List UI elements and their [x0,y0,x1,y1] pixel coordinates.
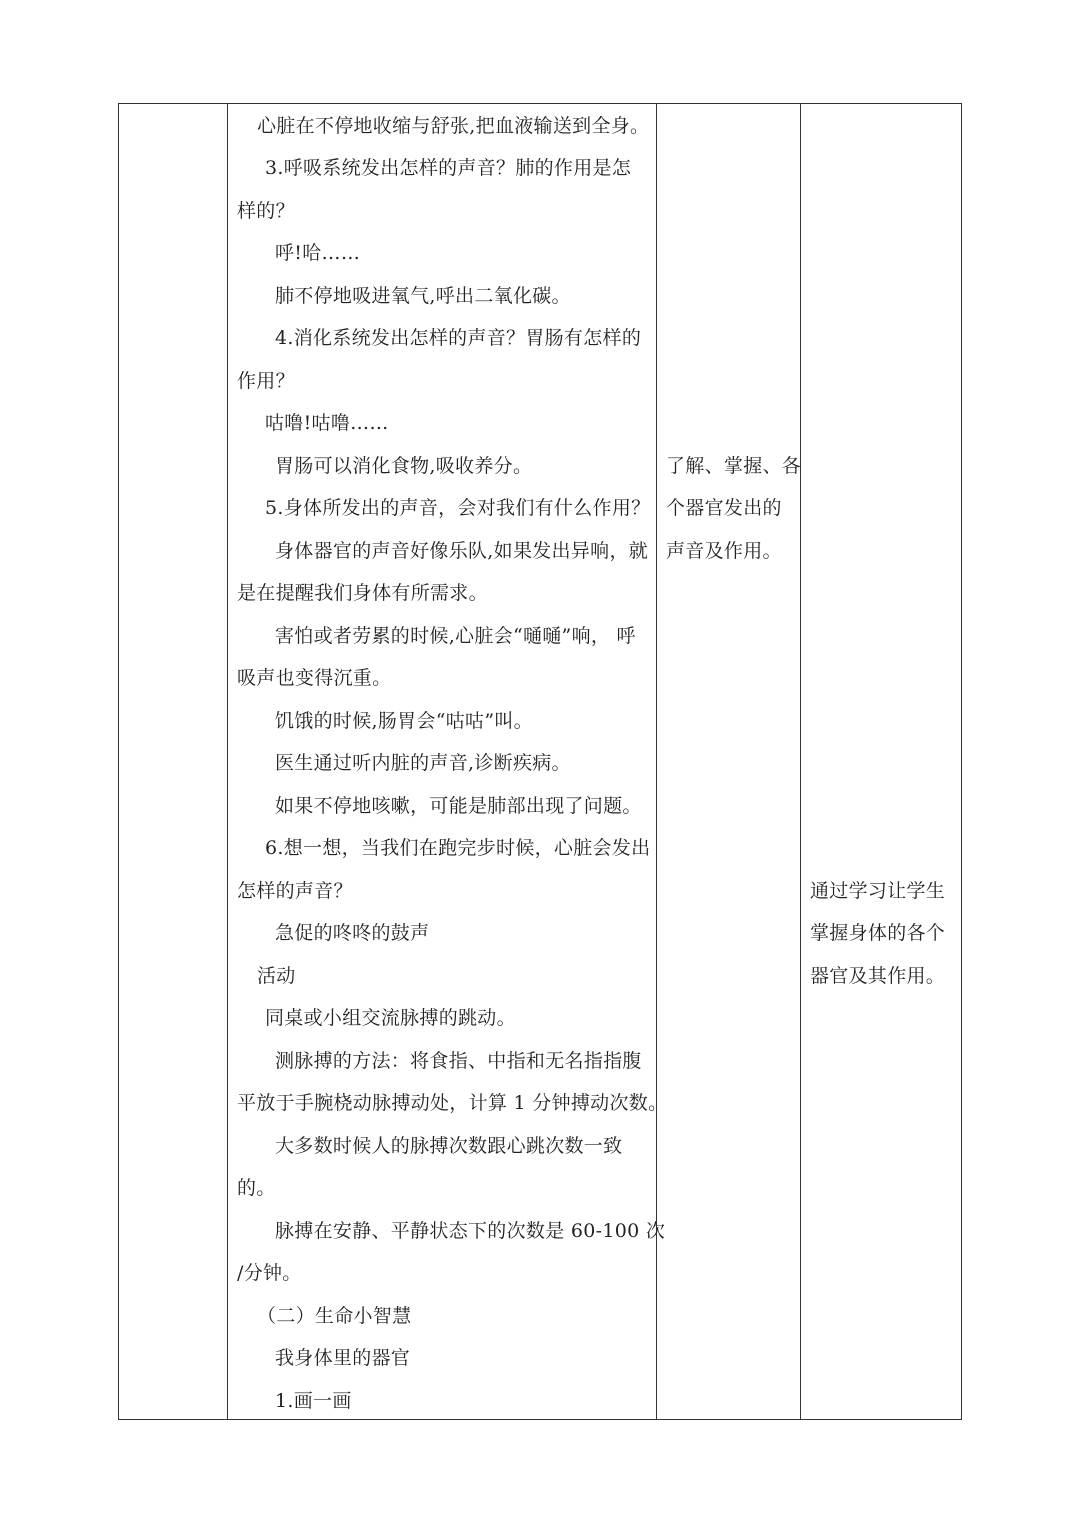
intent-line: 了解、掌握、各 [666,455,802,477]
content-line: 作用？ [237,370,295,392]
content-line: 胃肠可以消化食物,吸收养分。 [275,455,533,477]
content-line: 吸声也变得沉重。 [237,667,392,689]
content-line: （二）生命小智慧 [257,1305,412,1327]
intent-line: 声音及作用。 [666,540,782,562]
content-line: 是在提醒我们身体有所需求。 [237,582,488,604]
content-line: 害怕或者劳累的时候,心脏会“嗵嗵”响， 呼 [275,625,636,647]
content-line: 脉搏在安静、平静状态下的次数是 60-100 次 [275,1220,666,1242]
empty-left-cell [119,104,227,1419]
goal-line: 掌握身体的各个 [810,922,946,944]
content-line: 活动 [257,965,296,987]
content-line: 4.消化系统发出怎样的声音？胃肠有怎样的 [275,327,642,349]
content-line: /分钟。 [237,1262,302,1284]
intent-line: 个器官发出的 [666,497,782,519]
content-line: 样的？ [237,200,295,222]
goal-line: 器官及其作用。 [810,965,946,987]
goal-line: 通过学习让学生 [810,880,946,902]
content-line: 身体器官的声音好像乐队,如果发出异响，就 [275,540,649,562]
content-line: 同桌或小组交流脉搏的跳动。 [265,1007,516,1029]
content-line: 的。 [237,1177,276,1199]
content-line: 6.想一想，当我们在跑完步时候，心脏会发出 [265,837,651,859]
column-divider [800,104,801,1419]
content-line: 测脉搏的方法：将食指、中指和无名指指腹 [275,1050,642,1072]
content-line: 如果不停地咳嗽，可能是肺部出现了问题。 [275,795,642,817]
design-intent-cell [658,104,802,1419]
column-divider [227,104,228,1419]
content-line: 心脏在不停地收缩与舒张,把血液输送到全身。 [257,115,650,137]
teaching-goal-cell [802,104,960,1419]
content-line: 3.呼吸系统发出怎样的声音？肺的作用是怎 [265,157,632,179]
content-line: 饥饿的时候,肠胃会“咕咕”叫。 [275,710,533,732]
content-line: 平放于手腕桡动脉搏动处，计算 1 分钟搏动次数。 [237,1092,668,1114]
content-line: 咕噜!咕噜…… [265,412,389,434]
lesson-plan-table [118,103,962,1420]
content-line: 大多数时候人的脉搏次数跟心跳次数一致 [275,1135,623,1157]
content-line: 呼!哈…… [275,242,361,264]
content-line: 医生通过听内脏的声音,诊断疾病。 [275,752,571,774]
teaching-process-cell [229,104,668,1419]
content-line: 急促的咚咚的鼓声 [275,922,430,944]
content-line: 1.画一画 [275,1390,352,1412]
content-line: 5.身体所发出的声音，会对我们有什么作用？ [265,497,651,519]
content-line: 我身体里的器官 [275,1347,411,1369]
content-line: 肺不停地吸进氧气,呼出二氧化碳。 [275,285,571,307]
content-line: 怎样的声音？ [237,880,353,902]
